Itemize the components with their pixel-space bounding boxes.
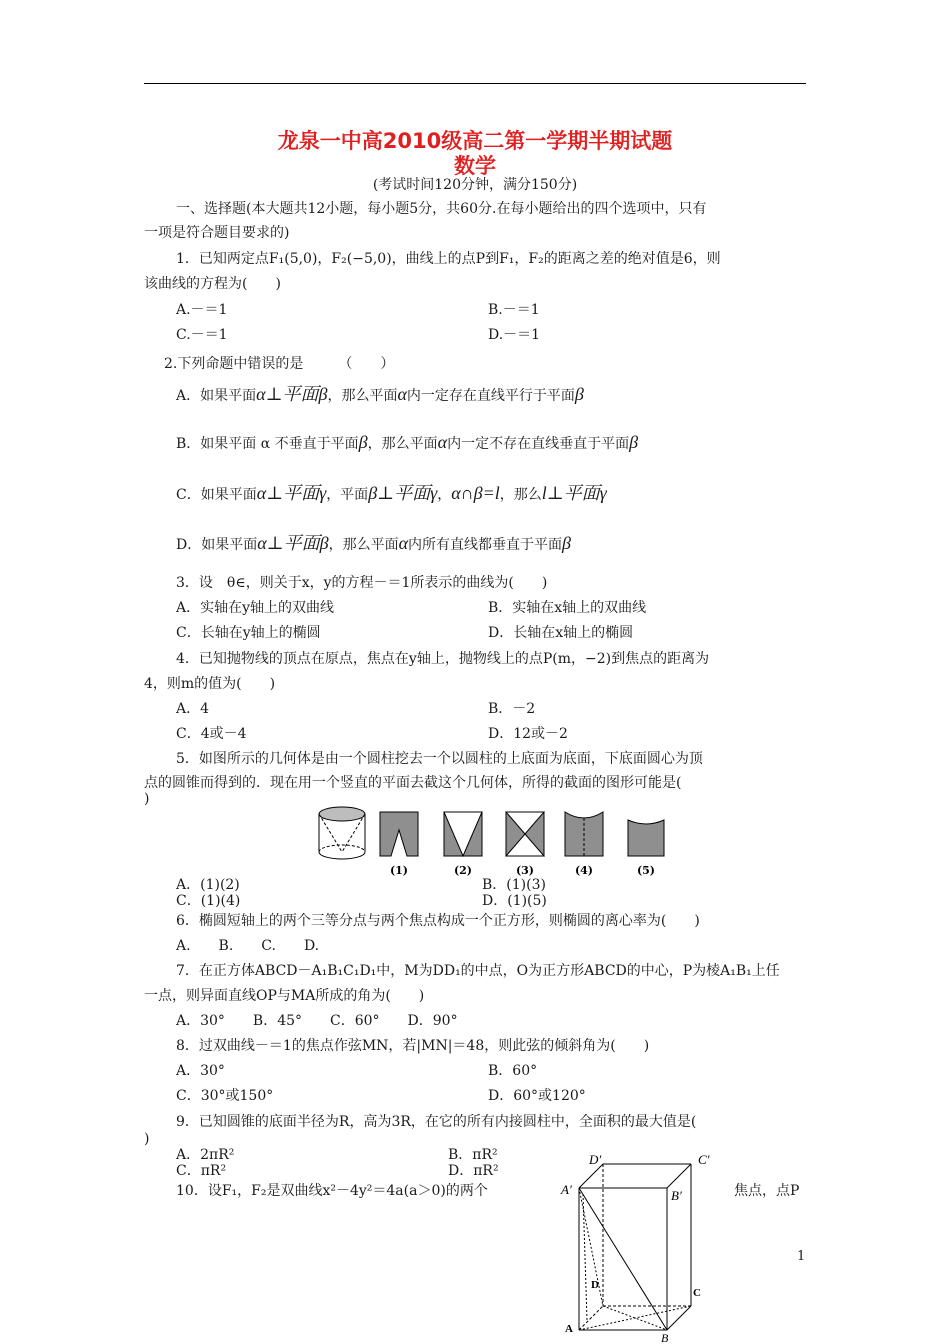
q5-option-a: A．(1)(2) (176, 877, 240, 893)
cube-label-d1: D′ (589, 1152, 602, 1167)
fig-label-3: (3) (515, 864, 535, 877)
q8-option-a: A．30° (176, 1063, 225, 1079)
q2-d-math1: α⊥平面β (257, 533, 329, 553)
q2-option-b (176, 433, 638, 453)
q1-stem-cont: 该曲线的方程为( ) (144, 276, 281, 292)
q5-stem-cont2: ) (144, 791, 150, 807)
q2-b-text3: 内一定不存在直线垂直于平面 (447, 436, 630, 452)
q2-c-text3: ， (437, 487, 452, 503)
q2-b-text1: B．如果平面 α 不垂直于平面 (176, 436, 359, 452)
q2-option-d (176, 534, 571, 554)
exam-info: (考试时间120分钟，满分150分) (372, 177, 578, 193)
q2-a-text3: 内一定存在直线平行于平面 (406, 388, 575, 404)
fig-label-2: (2) (453, 864, 473, 877)
q1-option-b: B.－＝1 (488, 302, 540, 318)
q8-option-d: D．60°或120° (488, 1088, 586, 1104)
exam-subject: 数学 (454, 154, 496, 178)
q7-stem: 7．在正方体ABCD－A₁B₁C₁D₁中，M为DD₁的中点，O为正方形ABCD的中心，P为棱A₁B₁上任 (176, 963, 780, 979)
q9-option-b: B．πR² (448, 1147, 498, 1163)
q7-stem-cont: 一点，则异面直线OP与MA所成的角为( ) (144, 988, 425, 1004)
q2-c-text4: ，那么 (499, 487, 542, 503)
q2-c-text1: C．如果平面 (176, 487, 257, 503)
q4-option-b: B．－2 (488, 701, 536, 717)
q2-c-text2: ，平面 (326, 487, 369, 503)
cube-label-b: B (661, 1331, 669, 1344)
q2-a-text2: ，那么平面 (327, 388, 398, 404)
q9-option-d: D．πR² (448, 1163, 499, 1179)
q3-option-b: B．实轴在x轴上的双曲线 (488, 600, 647, 616)
q3-option-a: A．实轴在y轴上的双曲线 (176, 600, 335, 616)
q4-stem: 4．已知抛物线的顶点在原点，焦点在y轴上，抛物线上的点P(m，−2)到焦点的距离为 (176, 651, 710, 667)
cube-label-d: D (591, 1279, 599, 1291)
q2-stem: 2.下列命题中错误的是 （ ） (164, 356, 395, 372)
q2-c-math4: l⊥平面γ (541, 483, 607, 503)
q3-stem: 3．设 θ∈，则关于x，y的方程－＝1所表示的曲线为( ) (176, 575, 548, 591)
q10-stem-left: 10．设F₁，F₂是双曲线x²－4y²＝4a(a＞0)的两个 (176, 1183, 488, 1199)
section-shape-1 (380, 812, 418, 856)
cylinder-cone-figure (319, 807, 365, 859)
q5-stem: 5．如图所示的几何体是由一个圆柱挖去一个以圆柱的上底面为底面，下底面圆心为顶 (176, 751, 703, 767)
fig-label-1: (1) (389, 864, 409, 877)
q2-c-math3: α∩β=l (451, 483, 500, 503)
q5-stem-cont: 点的圆锥而得到的．现在用一个竖直的平面去截这个几何体，所得的截面的图形可能是( (144, 775, 682, 791)
q5-option-d: D．(1)(5) (482, 893, 547, 909)
q2-b-math3: β (629, 432, 639, 452)
cube-label-c1: C′ (698, 1152, 710, 1167)
q2-d-math2: α (398, 533, 409, 553)
q2-c-math2: β⊥平面γ (368, 483, 438, 503)
q8-option-b: B．60° (488, 1063, 538, 1079)
q4-option-d: D．12或－2 (488, 726, 568, 742)
section1-heading: 一、选择题(本大题共12小题，每小题5分，共60分.在每小题给出的四个选项中，只有 (176, 201, 707, 217)
q9-stem: 9．已知圆锥的底面半径为R，高为3R，在它的所有内接圆柱中，全面积的最大值是( (176, 1114, 697, 1130)
q10-stem-right: 焦点，点P (734, 1183, 800, 1199)
exam-title: 龙泉一中高2010级高二第一学期半期试题 (277, 129, 673, 153)
q5-option-b: B．(1)(3) (482, 877, 546, 893)
q5-option-c: C．(1)(4) (176, 893, 241, 909)
cube-figure (555, 1150, 715, 1344)
q1-option-d: D.－＝1 (488, 327, 541, 343)
q2-option-c (176, 484, 607, 504)
q5-figure (310, 800, 670, 880)
q2-d-text3: 内所有直线都垂直于平面 (408, 537, 563, 553)
q9-option-a: A．2πR² (176, 1147, 235, 1163)
fig-label-4: (4) (574, 864, 594, 877)
q2-b-math2: α (437, 432, 448, 452)
q3-option-d: D．长轴在x轴上的椭圆 (488, 625, 634, 641)
q6-options: A. B. C. D. (176, 938, 320, 954)
q7-options: A．30° B．45° C．60° D．90° (176, 1013, 458, 1029)
q3-option-c: C．长轴在y轴上的椭圆 (176, 625, 321, 641)
q1-option-a: A.－＝1 (176, 302, 228, 318)
cube-label-b1: B′ (671, 1188, 682, 1203)
q8-stem: 8．过双曲线－＝1的焦点作弦MN，若|MN|＝48，则此弦的倾斜角为( ) (176, 1038, 650, 1054)
q2-c-math1: α⊥平面γ (256, 483, 327, 503)
q8-option-c: C．30°或150° (176, 1088, 274, 1104)
q1-stem: 1．已知两定点F₁(5,0)，F₂(−5,0)，曲线上的点P到F₁，F₂的距离之差的绝对值是6，则 (176, 251, 721, 267)
cube-label-a1: A′ (561, 1182, 572, 1197)
q2-d-text2: ，那么平面 (328, 537, 399, 553)
cube-label-c: C (693, 1287, 701, 1299)
q4-option-c: C．4或－4 (176, 726, 247, 742)
header-rule (144, 83, 806, 84)
section-shape-4 (565, 812, 603, 856)
fig-label-5: (5) (636, 864, 656, 877)
q9-option-c: C．πR² (176, 1163, 227, 1179)
q4-stem-cont: 4，则m的值为( ) (144, 676, 276, 692)
section-shape-5 (628, 820, 664, 856)
q2-option-a (176, 385, 584, 405)
q9-stem-cont: ) (144, 1131, 150, 1147)
q2-d-text1: D．如果平面 (176, 537, 258, 553)
section-shape-2 (444, 812, 482, 856)
q2-b-math1: β (358, 432, 368, 452)
q2-a-math2: α (397, 384, 407, 404)
q2-d-math3: β (562, 533, 571, 553)
q2-a-text1: A．如果平面 (176, 388, 257, 404)
cube-label-a: A (565, 1323, 573, 1335)
q6-stem: 6．椭圆短轴上的两个三等分点与两个焦点构成一个正方形，则椭圆的离心率为( ) (176, 913, 700, 929)
q2-a-math3: β (574, 384, 584, 404)
section-shape-3 (506, 812, 544, 856)
page-number: 1 (797, 1249, 806, 1264)
section1-heading-cont: 一项是符合题目要求的) (144, 225, 290, 241)
q4-option-a: A．4 (176, 701, 210, 717)
q1-option-c: C.－＝1 (176, 327, 228, 343)
q2-a-math1: α⊥平面β (256, 384, 328, 404)
q2-b-text2: ，那么平面 (367, 436, 438, 452)
